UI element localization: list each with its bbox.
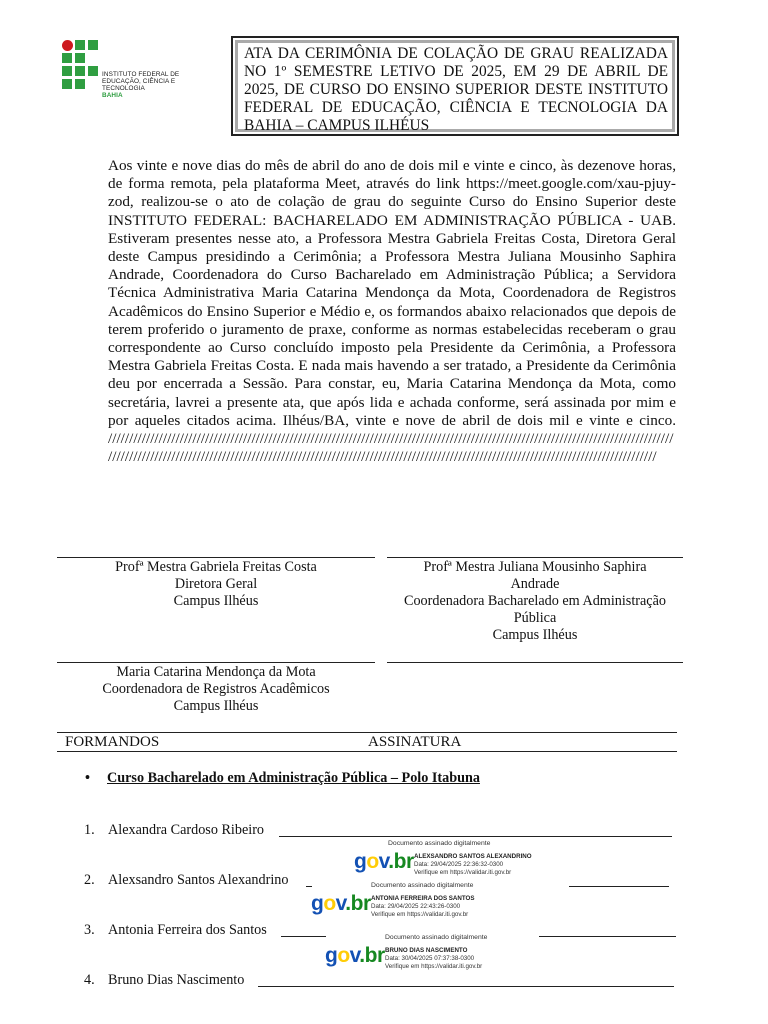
title-box <box>231 36 679 136</box>
header-formandos: FORMANDOS <box>65 734 160 750</box>
graduate-name: Bruno Dias Nascimento <box>108 972 245 988</box>
graduate-row: 4. Bruno Dias Nascimento <box>84 972 245 988</box>
signature-underline <box>539 936 676 937</box>
digital-signature-stamp: Documento assinado digitalmente gov.br ANTONIA FERREIRA DOS SANTOS Data: 29/04/2025 22:43:26-0300 Verifique em https://validar.iti.gov.br <box>311 882 475 918</box>
graduates-table-header <box>57 732 677 752</box>
signature-underline <box>281 936 326 937</box>
signature-line <box>57 557 375 558</box>
graduate-row: 2. Alexsandro Santos Alexandrino <box>84 872 289 888</box>
course-heading: • Curso Bacharelado em Administração Pública – Polo Itabuna <box>85 770 480 786</box>
graduate-name: Antonia Ferreira dos Santos <box>108 922 267 938</box>
signature-underline <box>258 986 674 987</box>
logo-red-dot <box>62 40 73 51</box>
signature-underline <box>569 886 669 887</box>
graduate-row: 3. Antonia Ferreira dos Santos <box>84 922 267 938</box>
digital-signature-stamp: Documento assinado digitalmente gov.br BRUNO DIAS NASCIMENTO Data: 30/04/2025 07:37:38-0300 Verifique em https://validar.iti.gov.br <box>325 934 488 970</box>
govbr-logo-icon: gov.br <box>354 850 414 873</box>
signature-line <box>387 557 683 558</box>
document-title: ATA DA CERIMÔNIA DE COLAÇÃO DE GRAU REALIZADA NO 1º SEMESTRE LETIVO DE 2025, EM 29 DE ABRIL DE 2025, DE CURSO DO ENSINO SUPERIOR DESTE INSTITUTO FEDERAL DE EDUCAÇÃO, CIÊNCIA E TECNOLOGIA DA BAHIA – CAMPUS ILHÉUS <box>235 40 675 132</box>
graduate-name: Alexsandro Santos Alexandrino <box>108 872 289 888</box>
signature-director: Profª Mestra Gabriela Freitas Costa Diretora Geral Campus Ilhéus <box>115 559 317 609</box>
header-assinatura: ASSINATURA <box>368 734 462 750</box>
signature-registrar: Maria Catarina Mendonça da Mota Coordenadora de Registros Acadêmicos Campus Ilhéus <box>102 664 330 714</box>
digital-signature-stamp: Documento assinado digitalmente gov.br ALEXSANDRO SANTOS ALEXANDRINO Data: 29/04/2025 22:36:32-0300 Verifique em https://validar.iti.gov.br <box>354 840 532 876</box>
signature-line <box>387 662 683 663</box>
graduate-row: 1. Alexandra Cardoso Ribeiro <box>84 822 265 838</box>
graduate-name: Alexandra Cardoso Ribeiro <box>108 822 265 838</box>
ifba-logo <box>62 40 202 100</box>
govbr-logo-icon: gov.br <box>311 892 371 915</box>
logo-text: INSTITUTO FEDERAL DE EDUCAÇÃO, CIÊNCIA E TECNOLOGIA BAHIA <box>102 71 180 99</box>
signature-coordinator: Profª Mestra Juliana Mousinho Saphira Andrade Coordenadora Bacharelado em Administração Pública Campus Ilhéus <box>404 559 666 643</box>
signature-underline <box>279 836 672 837</box>
minutes-paragraph: Aos vinte e nove dias do mês de abril do ano de dois mil e vinte e cinco, às dezenove horas, de forma remota, pela plataforma Meet, através do link https://meet.google.com/xau-pjuy-zod, realizou-se o ato de colação de grau do seguinte Curso do Ensino Superior deste INSTITUTO FEDERAL: BACHARELADO EM ADMINISTRAÇÃO PÚBLICA - UAB. Estiveram presentes nesse ato, a Professora Mestra Gabriela Freitas Costa, Diretora Geral deste Campus presidindo a Cerimônia; a Professora Mestra Juliana Mousinho Saphira Andrade, Coordenadora do Curso Bacharelado em Administração Pública; a Servidora Técnica Administrativa Maria Catarina Mendonça da Mota, Coordenadora de Registros Acadêmicos do Ensino Superior e Médio e, os formandos abaixo relacionados que depois de terem proferido o juramento de praxe, conforme as normas estabelecidas receberam o grau correspondente ao Curso concluído imposto pela Presidente da Cerimônia, a Professora Mestra Gabriela Freitas Costa. E nada mais havendo a ser tratado, a Presidente da Cerimônia deu por encerrada a Sessão. Para constar, eu, Maria Catarina Mendonça da Mota, como secretária, lavrei a presente ata, que após lida e achada conforme, será assinada por mim e por aqueles citados acima. Ilhéus/BA, vinte e nove de abril de dois mil e vinte e cinco. //////////////////////////////////////////////////////////////////////////////////////////////////////////////////////////////////////////////////////////////////////////////////////////////////////////////////////////////////////////////////////////////////////// <box>108 157 676 466</box>
bullet-icon: • <box>85 770 90 786</box>
govbr-logo-icon: gov.br <box>325 944 385 967</box>
signature-line <box>57 662 375 663</box>
